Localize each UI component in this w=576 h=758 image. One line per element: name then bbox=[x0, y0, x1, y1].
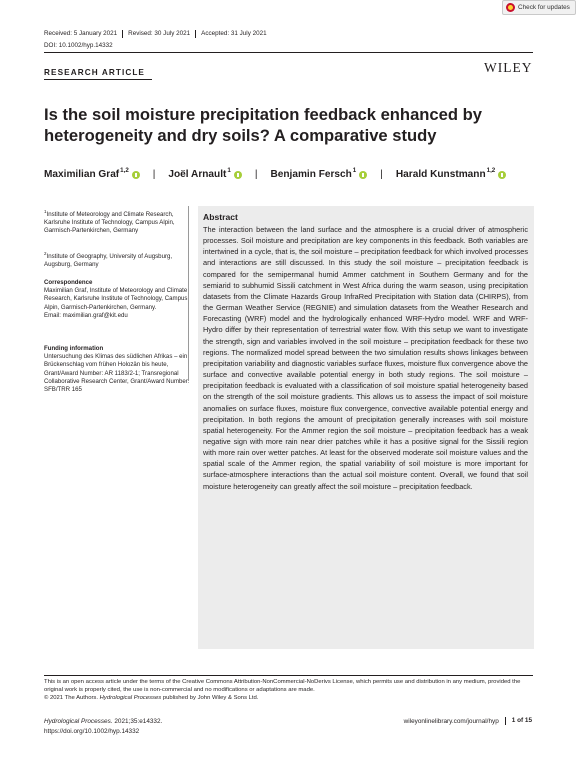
author-separator: | bbox=[152, 169, 156, 180]
article-title: Is the soil moisture precipitation feedback enhanced by heterogeneity and dry soils? A comparative study bbox=[44, 105, 483, 145]
doi-label: DOI: 10.1002/hyp.14332 bbox=[44, 42, 113, 49]
author-separator: | bbox=[380, 169, 383, 180]
license-text: This is an open access article under the terms of the Creative Commons Attribution-NonCommercial-NoDerivs License, which permits use and distribution in any medium, provided the original work is properly cited, the use is non-commercial and no modifications or adaptations are made. bbox=[44, 679, 521, 694]
author-name: Maximilian Graf bbox=[44, 169, 120, 180]
footer-right bbox=[404, 717, 532, 725]
citation-line: Hydrological Processes. 2021;35:e14332. bbox=[44, 718, 163, 725]
orcid-icon[interactable] bbox=[498, 171, 506, 179]
abstract-heading: Abstract bbox=[203, 212, 238, 222]
sidebar-divider bbox=[188, 206, 189, 381]
author bbox=[270, 169, 367, 180]
author bbox=[396, 169, 506, 180]
orcid-icon[interactable] bbox=[359, 171, 367, 179]
check-for-updates-button[interactable] bbox=[502, 0, 576, 15]
header-divider bbox=[44, 52, 533, 53]
publisher-logo: WILEY bbox=[484, 60, 533, 75]
author bbox=[44, 169, 140, 180]
article-type-underline bbox=[44, 79, 152, 80]
author-list bbox=[44, 169, 534, 180]
license-notice bbox=[44, 678, 533, 703]
author-affiliation-mark: 1,2 bbox=[120, 167, 129, 174]
doi-link[interactable]: https://doi.org/10.1002/hyp.14332 bbox=[44, 728, 140, 735]
page-number: 1 of 15 bbox=[505, 717, 532, 725]
abstract-text: The interaction between the land surface and the atmosphere is a crucial driver of atmospheric processes. Soil moisture and precipitation are key components in this feedback. Both variables are intertwined in a cycle, that is, the soil moisture – precipitation feedback for which involved processes and interactions are still discussed. In this study the soil moisture – precipitation feedback is compared for the semipermanal humid Ammer catchment in Southern Germany and for the semiarid to subhumid Sissili catchment in West Africa during the warm season, using precipitation datasets from the Climate Hazards Group InfraRed Precipitation with Station data (CHIRPS), from the German Weather Service (REGNIE) and simulation datasets from the Weather Research and Forecasting (WRF) model and the hydrologically enhanced WRF-Hydro model. WRF and WRF-Hydro differ by their representation of terrestrial water flow. With this setup we want to investigate the strength, sign and variables involved in the soil moisture – precipitation feedback for these two regions. The normalized model spread between the two simulation results shows linkages between precipitation variability and diagnostic variables surface fluxes, moisture flux convergence above the surface and convective available potential energy in both study regions. The soil moisture – precipitation feedback is evaluated with a classification of soil moisture spatial heterogeneity based on the strength of the soil moisture gradients. This allows us to assess the impact of soil moisture anomalies on surface fluxes, moisture flux convergence, convective available potential energy and precipitation. In both regions the amount of precipitation generally increases with soil moisture spatial heterogeneity. For the Ammer region the soil moisture – precipitation feedback has a weak negative sign with more rain near drier patches while it has a positive signal for the Sissili region with more rain over wetter patches. At least for the observed moderate soil moisture values and the spatial scale of the Ammer region, the spatial variability of soil moisture is more important for surface-atmosphere interactions than the actual soil moisture content. Overall, we found that soil moisture heterogeneity can greatly affect the soil moisture – precipitation feedback. bbox=[203, 225, 528, 491]
correspondence-heading: Correspondence bbox=[44, 279, 93, 286]
abstract-panel bbox=[198, 206, 534, 649]
correspondence-block bbox=[44, 279, 190, 320]
citation-block bbox=[44, 717, 162, 737]
accepted-date: Accepted: 31 July 2021 bbox=[195, 30, 271, 38]
journal-url-link[interactable]: wileyonlinelibrary.com/journal/hyp bbox=[403, 717, 499, 725]
affiliation-1: $^1$Institute of Meteorology and Climate Research, Karlsruhe Institute of Technology, Campus Alpin, Garmisch-Partenkirchen, Germany bbox=[44, 209, 175, 235]
funding-text: Untersuchung des Klimas des südlichen Afrikas – ein Brückenschlag vom frühen Holozän bis heute, Grant/Award Number: AR 1183/2-1; Transregional Collaborative Research Center, Grant/Award Number: SFB/TRR 165 bbox=[44, 353, 190, 394]
check-updates-label: Check for updates bbox=[518, 4, 570, 11]
orcid-icon[interactable] bbox=[234, 171, 242, 179]
correspondence-text: Maximilian Graf, Institute of Meteorology and Climate Research, Karlsruhe Institute of Technology, Campus Alpin, Garmisch-Partenkirchen, Germany. bbox=[44, 287, 188, 311]
article-type: RESEARCH ARTICLE bbox=[44, 68, 145, 77]
footer-divider bbox=[44, 675, 533, 676]
orcid-icon[interactable] bbox=[132, 171, 140, 179]
affiliation-2: $^2$Institute of Geography, University of Augsburg, Augsburg, Germany bbox=[44, 251, 173, 269]
author-affiliation-mark: 1 bbox=[352, 167, 357, 174]
author-affiliation-mark: 1,2 bbox=[486, 167, 496, 174]
author-name: Harald Kunstmann bbox=[395, 169, 486, 180]
copyright-line: © 2021 The Authors. Hydrological Processes published by John Wiley & Sons Ltd. bbox=[44, 695, 259, 702]
funding-block bbox=[44, 345, 190, 394]
funding-heading: Funding information bbox=[44, 345, 104, 352]
crossmark-icon bbox=[506, 3, 515, 12]
revised-date: Revised: 30 July 2021 bbox=[122, 30, 195, 38]
author-separator: | bbox=[254, 169, 258, 180]
author-name: Benjamin Fersch bbox=[270, 169, 352, 180]
author-affiliation-mark: 1 bbox=[227, 167, 231, 174]
received-date: Received: 5 January 2021 bbox=[44, 30, 118, 37]
publication-dates bbox=[44, 30, 272, 38]
author bbox=[168, 169, 241, 180]
correspondence-email[interactable]: Email: maximilian.graf@kit.edu bbox=[44, 311, 128, 319]
author-name: Joël Arnault bbox=[168, 169, 227, 180]
